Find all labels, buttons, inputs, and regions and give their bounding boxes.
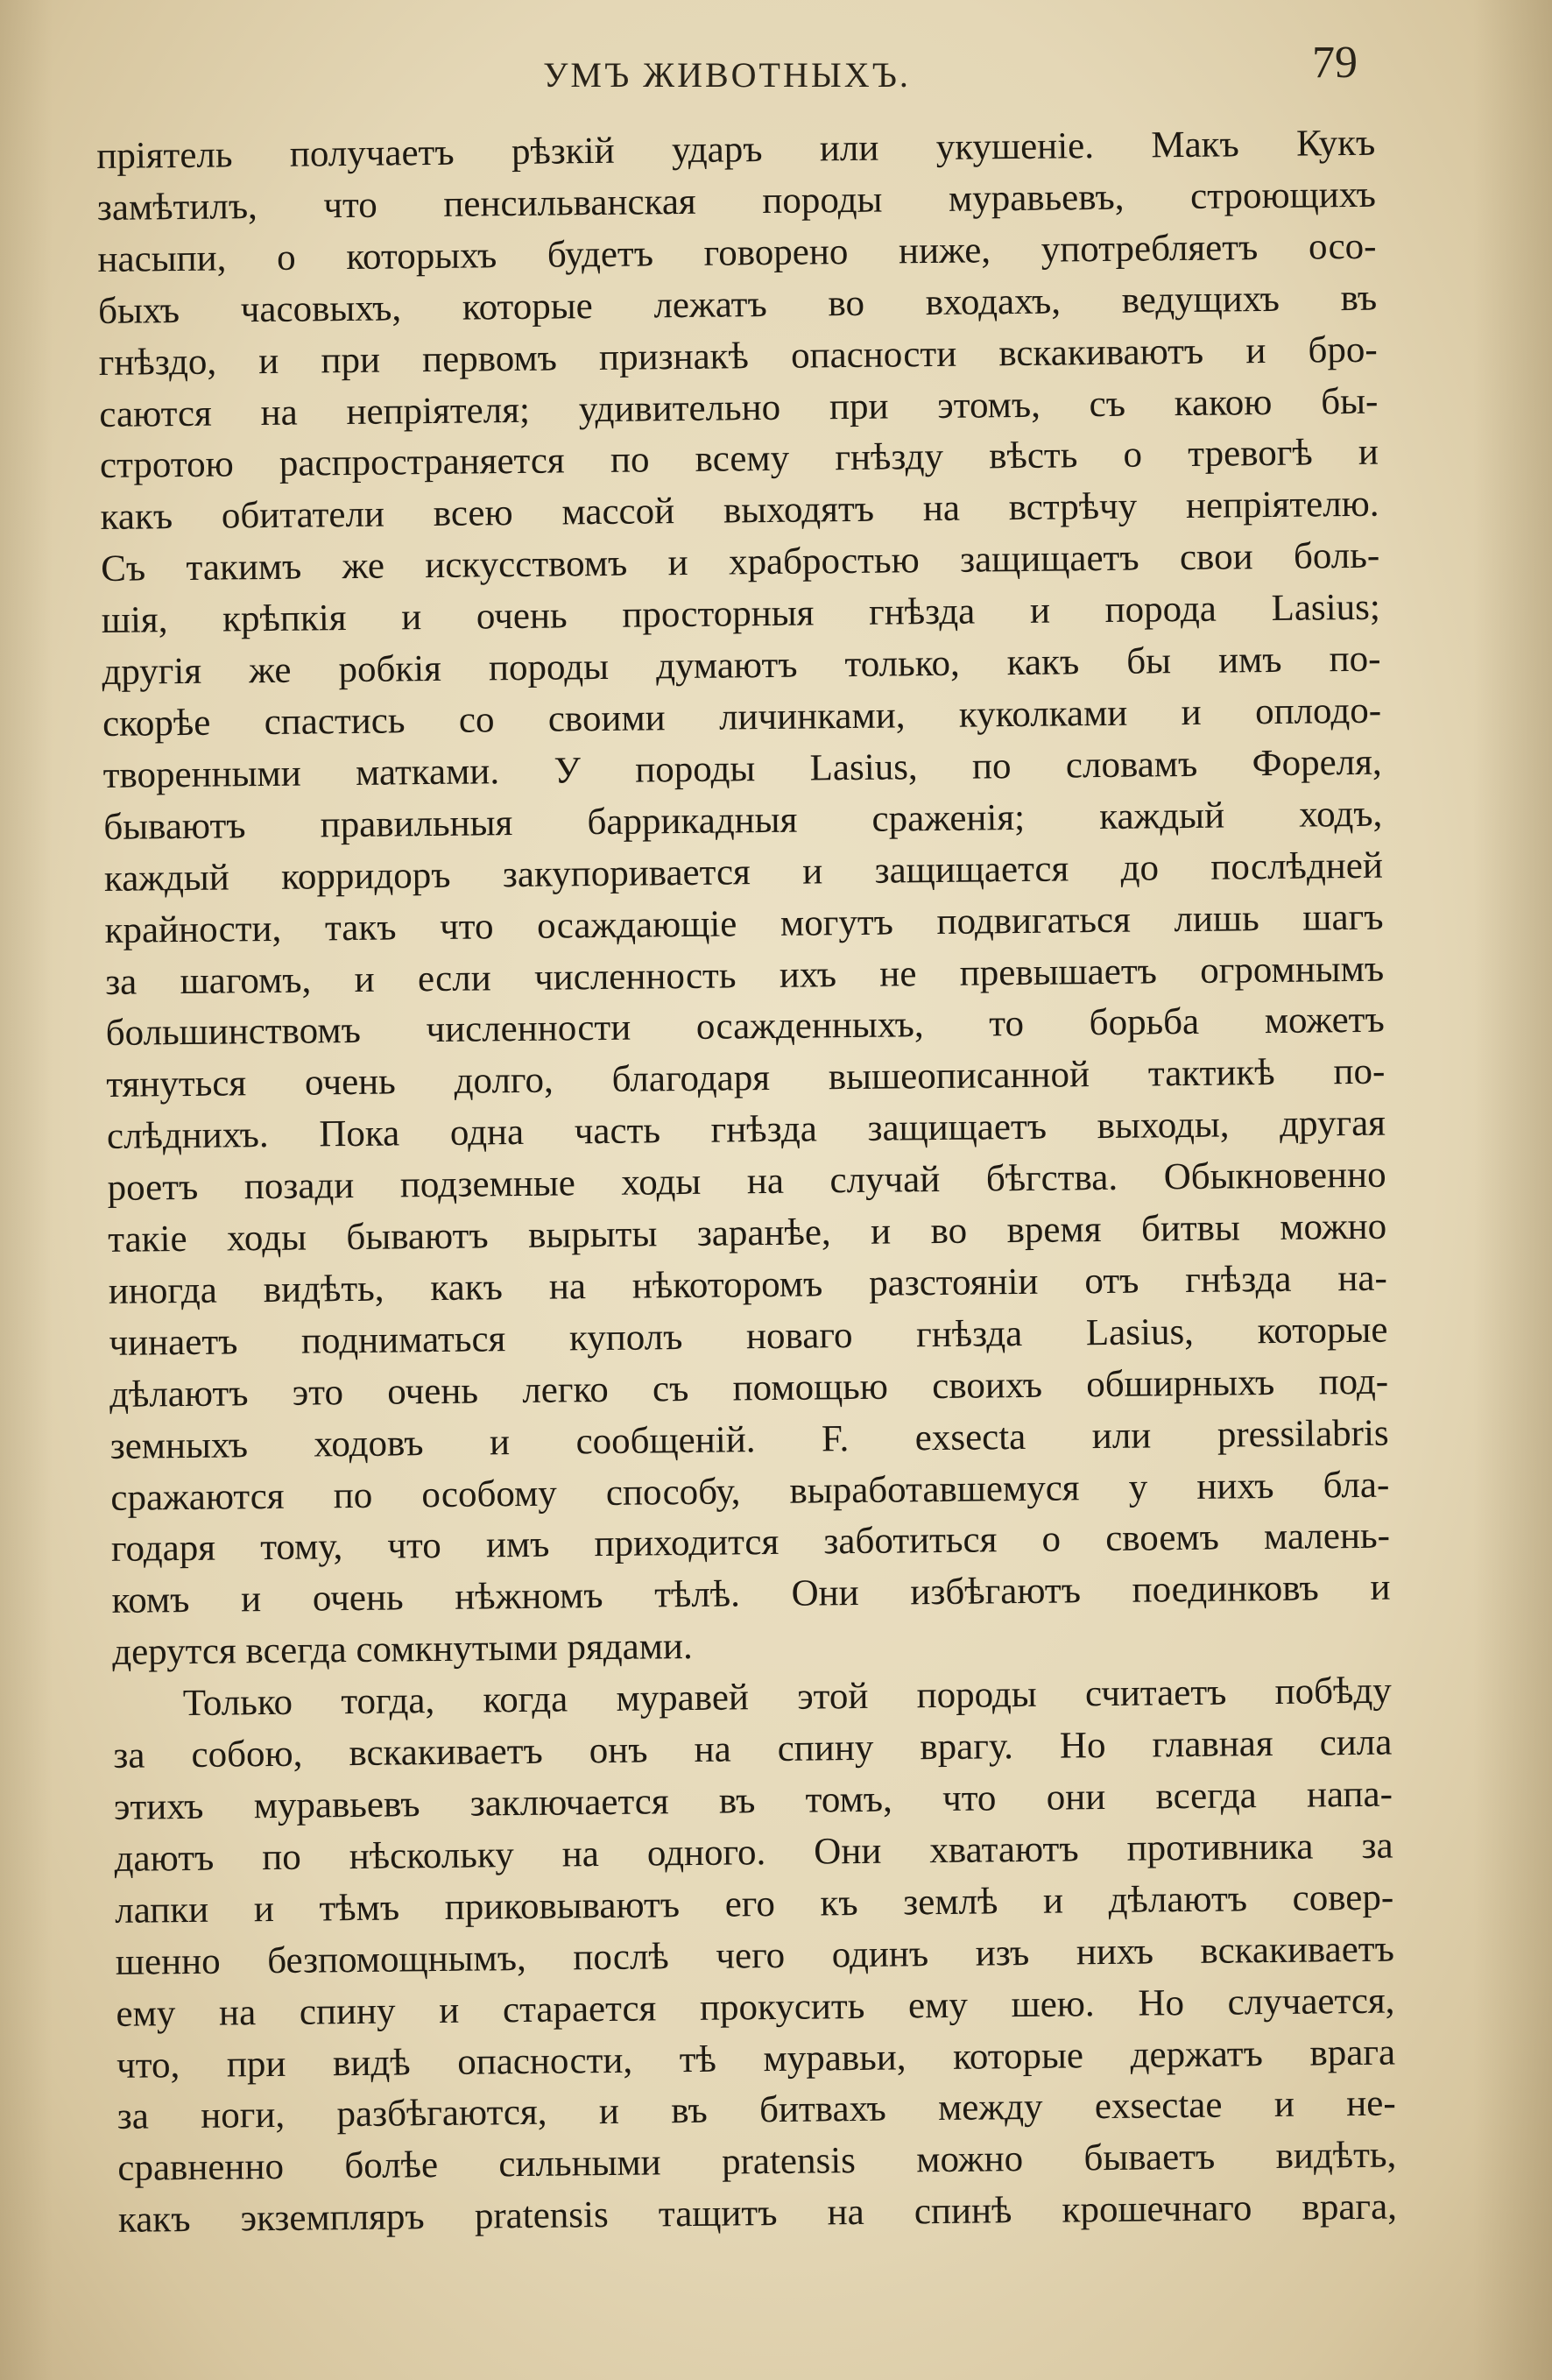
- right-page-shadow: [1473, 0, 1552, 2380]
- text-line: какъ экземпляръ pratensis тащитъ на спинѣ крошечнаго врага,: [117, 2186, 1398, 2242]
- body-text: [96, 118, 1397, 2247]
- text-line: за собою, вскакиваетъ онъ на спину врагу. Но главная сила: [113, 1721, 1393, 1776]
- text-line: дерутся всегда сомкнутыми рядами.: [111, 1626, 693, 1674]
- text-line: за шагомъ, и если численность ихъ не превышаетъ огромнымъ: [104, 948, 1385, 1003]
- text-line: лапки и тѣмъ приковываютъ его къ землѣ и дѣлаютъ совер-: [115, 1876, 1394, 1932]
- text-line: шенно безпомощнымъ, послѣ чего одинъ изъ нихъ вскакиваетъ: [115, 1928, 1395, 1983]
- paragraph-2: [113, 1666, 1398, 2247]
- text-line: большинствомъ численности осажденныхъ, то борьба можетъ: [105, 999, 1385, 1055]
- text-line: сравненно болѣе сильными pratensis можно бываетъ видѣть,: [117, 2134, 1397, 2190]
- text-line: роетъ позади подземные ходы на случай бѣгства. Обыкновенно: [107, 1154, 1386, 1210]
- page-number: 79: [1312, 38, 1358, 88]
- text-line: иногда видѣть, какъ на нѣкоторомъ разстояніи отъ гнѣзда на-: [108, 1257, 1388, 1312]
- text-line: за ноги, разбѣгаются, и въ битвахъ между exsectae и не-: [116, 2083, 1396, 2138]
- text-line: насыпи, о которыхъ будетъ говорено ниже, употребляетъ осо-: [97, 225, 1377, 280]
- text-line: стротою распространяется по всему гнѣзду вѣсть о тревогѣ и: [99, 432, 1379, 487]
- page-header: [96, 37, 1358, 107]
- text-line: саются на непріятеля; удивительно при этомъ, съ какою бы-: [99, 380, 1379, 435]
- left-page-shadow: [0, 0, 53, 2380]
- paragraph-1: [96, 118, 1391, 1679]
- running-head: УМЪ ЖИВОТНЫХЪ.: [543, 55, 911, 95]
- text-line: этихъ муравьевъ заключается въ томъ, что они всегда напа-: [113, 1773, 1393, 1828]
- text-line: комъ и очень нѣжномъ тѣлѣ. Они избѣгаютъ поединковъ и: [111, 1566, 1391, 1622]
- text-line: гнѣздо, и при первомъ признакѣ опасности вскакиваютъ и бро-: [98, 328, 1378, 384]
- text-line: какъ обитатели всею массой выходятъ на встрѣчу непріятелю.: [100, 484, 1379, 539]
- text-line: ему на спину и старается прокусить ему шею. Но случается,: [116, 1980, 1395, 2035]
- text-line: каждый корридоръ закупоривается и защищается до послѣдней: [103, 844, 1384, 900]
- text-line: годаря тому, что имъ приходится заботиться о своемъ малень-: [110, 1515, 1391, 1571]
- text-line: дѣлаютъ это очень легко съ помощью своихъ обширныхъ под-: [109, 1360, 1389, 1416]
- text-line: Только тогда, когда муравей этой породы считаетъ побѣду: [182, 1670, 1392, 1725]
- text-line: замѣтилъ, что пенсильванская породы муравьевъ, строющихъ: [96, 173, 1377, 229]
- text-line: земныхъ ходовъ и сообщеній. F. exsecta или pressilabris: [109, 1412, 1389, 1467]
- text-line: сражаются по особому способу, выработавшемуся у нихъ бла-: [110, 1464, 1390, 1519]
- text-line: что, при видѣ опасности, тѣ муравьи, которые держатъ врага: [116, 2031, 1396, 2087]
- text-line: пріятель получаетъ рѣзкій ударъ или укушеніе. Макъ Кукъ: [96, 122, 1376, 177]
- text-line: скорѣе спастись со своими личинками, куколками и оплодо-: [102, 689, 1382, 745]
- text-line: другія же робкія породы думаютъ только, какъ бы имъ по-: [102, 638, 1381, 694]
- text-line: даютъ по нѣскольку на одного. Они хватаютъ противника за: [114, 1825, 1393, 1880]
- text-line: творенными матками. У породы Lasius, по словамъ Фореля,: [102, 741, 1382, 796]
- text-line: Съ такимъ же искусствомъ и храбростью защищаетъ свои боль-: [100, 534, 1380, 590]
- text-line: быхъ часовыхъ, которые лежатъ во входахъ, ведущихъ въ: [97, 277, 1378, 332]
- text-line: чинаетъ подниматься куполъ новаго гнѣзда Lasius, которые: [109, 1309, 1388, 1364]
- text-line: крайности, такъ что осаждающіе могутъ подвигаться лишь шагъ: [104, 896, 1384, 951]
- text-line: бываютъ правильныя баррикадныя сраженія; каждый ходъ,: [103, 793, 1383, 848]
- text-line: такіе ходы бываютъ вырыты заранѣе, и во время битвы можно: [108, 1205, 1387, 1261]
- text-line: шія, крѣпкія и очень просторныя гнѣзда и порода Lasius;: [101, 586, 1381, 642]
- text-line: тянуться очень долго, благодаря вышеописанной тактикѣ по-: [106, 1050, 1386, 1106]
- text-line: слѣднихъ. Пока одна часть гнѣзда защищаетъ выходы, другая: [106, 1102, 1386, 1158]
